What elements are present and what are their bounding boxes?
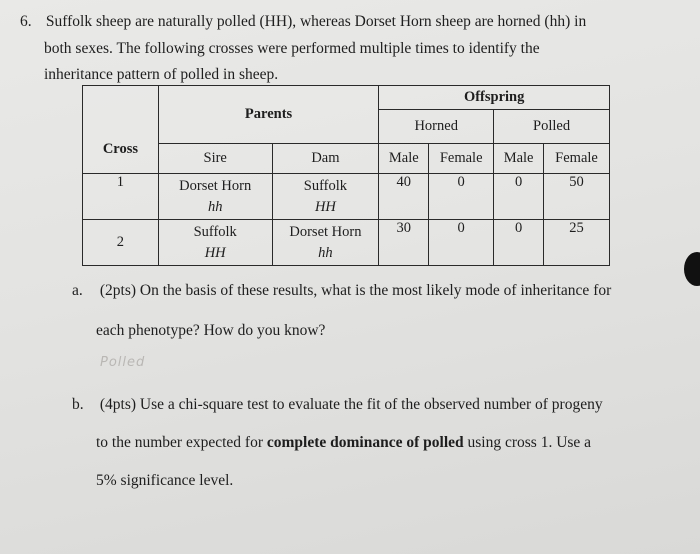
polled-male-count: 0 — [494, 220, 544, 266]
part-a-line-1 — [72, 282, 611, 300]
horned-male-count: 30 — [379, 220, 429, 266]
question-stem-line-3: inheritance pattern of polled in sheep. — [44, 66, 279, 83]
horned-female-count: 0 — [429, 220, 494, 266]
header-sire: Sire — [158, 144, 272, 174]
sire-genotype: HH — [204, 244, 226, 261]
handwritten-answer: Polled — [100, 355, 146, 370]
part-b-text-2-bold: complete dominance of polled — [266, 434, 464, 451]
cross-number: 1 — [83, 174, 159, 220]
dam-breed: Dorset Horn — [289, 223, 362, 240]
dam-genotype: hh — [318, 244, 333, 261]
horned-female-count: 0 — [429, 174, 494, 220]
part-b-text-1: (4pts) Use a chi-square test to evaluate the fit of the observed number of progeny — [99, 396, 603, 413]
question-number: 6. — [20, 13, 32, 30]
cross-results-table — [82, 85, 610, 266]
header-horned: Horned — [379, 110, 494, 144]
header-offspring: Offspring — [379, 86, 610, 110]
part-a-text-1: (2pts) On the basis of these results, what is the most likely mode of inheritance for — [99, 282, 612, 299]
dam-genotype: HH — [314, 198, 336, 215]
polled-female-count: 50 — [544, 174, 610, 220]
sire-cell — [158, 220, 272, 266]
dam-cell — [272, 220, 379, 266]
header-horned-female: Female — [429, 144, 494, 174]
binder-hole — [684, 252, 700, 286]
part-b-line-2 — [96, 434, 591, 452]
header-horned-male: Male — [379, 144, 429, 174]
part-b-line-1 — [72, 396, 603, 414]
sire-cell — [158, 174, 272, 220]
question-stem-line-1: Suffolk sheep are naturally polled (HH), whereas Dorset Horn sheep are horned (hh) in — [45, 13, 587, 30]
table-row — [83, 220, 610, 266]
header-cross: Cross — [83, 86, 159, 174]
header-parents: Parents — [158, 86, 378, 144]
header-polled-female: Female — [544, 144, 610, 174]
part-b-text-2-pre: to the number expected for — [96, 434, 267, 451]
dam-cell — [272, 174, 379, 220]
horned-male-count: 40 — [379, 174, 429, 220]
sire-breed: Dorset Horn — [179, 177, 252, 194]
polled-male-count: 0 — [494, 174, 544, 220]
sire-genotype: hh — [207, 198, 223, 215]
cross-number: 2 — [83, 220, 159, 266]
table-row — [83, 174, 610, 220]
header-polled-male: Male — [494, 144, 544, 174]
question-stem-line-2: both sexes. The following crosses were performed multiple times to identify the — [44, 40, 540, 57]
sire-breed: Suffolk — [193, 223, 237, 240]
polled-female-count: 25 — [544, 220, 610, 266]
dam-breed: Suffolk — [303, 177, 348, 194]
header-dam: Dam — [272, 144, 379, 174]
header-polled: Polled — [494, 110, 610, 144]
part-a-line-2: each phenotype? How do you know? — [96, 322, 326, 339]
part-b-text-2-post: using cross 1. Use a — [463, 434, 592, 451]
part-b-line-3: 5% significance level. — [96, 472, 234, 489]
part-a-label: a. — [72, 282, 83, 299]
part-b-label: b. — [72, 396, 84, 413]
